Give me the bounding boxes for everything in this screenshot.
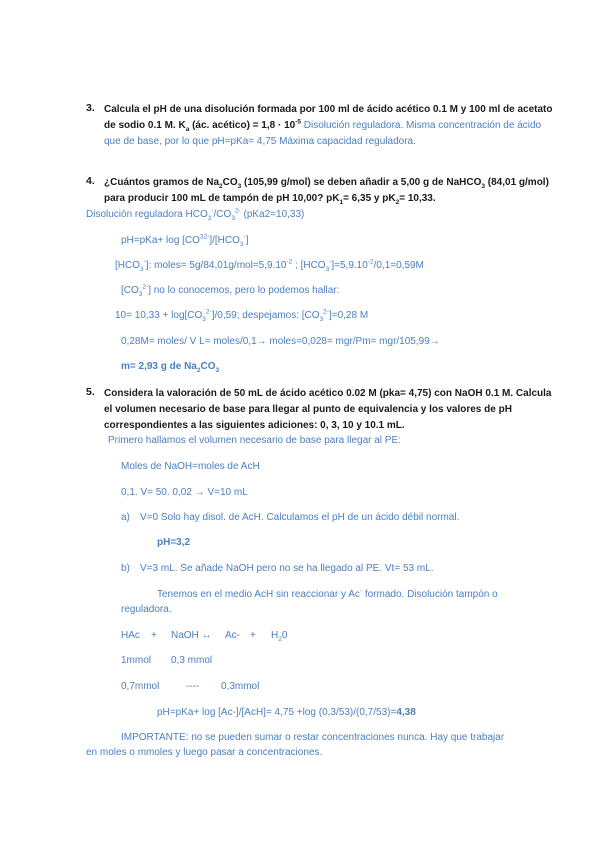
question-4-number: 4. [86, 175, 95, 187]
q5-intro: Primero hallamos el volumen necesario de base para llegar al PE: [108, 435, 401, 446]
reaction-initial-hac: 1mmol [121, 655, 152, 666]
question-3-line-1: Calcula el pH de una disolución formada por 100 ml de ácido acético 0.1 M y 100 ml de acetato [104, 104, 553, 115]
question-5-number: 5. [86, 386, 95, 398]
reaction-initial-naoh: 0,3 mmol [171, 655, 213, 666]
reaction-plus-1: + [151, 630, 157, 641]
q5-a-answer: pH=3,2 [157, 537, 191, 548]
question-3-line-2: de sodio 0.1 M. $K_a$ (ác. acético) = $1,8 \cdot 10^{-5}$ Disolución reguladora. Misma concentración de ácido [104, 118, 542, 133]
question-5-line-2: el volumen necesario de base para llegar al punto de equivalencia y los valores de pH [104, 404, 512, 415]
reaction-h2o: $H_20$ [271, 630, 288, 643]
important-note-line-1: IMPORTANTE: no se pueden sumar o restar concentraciones nunca. Hay que trabajar [121, 732, 505, 743]
q4-buffer-statement: Disolución reguladora $HCO_3^-/CO_3^{2-}$ (pKa2=10,33) [86, 207, 305, 222]
reaction-hac: HAc [121, 630, 140, 641]
q5-moles: Moles de NaOH=moles de AcH [121, 461, 260, 472]
reaction-final-ac: 0,3mmol [221, 681, 260, 692]
question-3-answer-line: que de base, por lo que pH=pKa= 4,75 Máxima capacidad reguladora. [104, 136, 416, 147]
question-3-number: 3. [86, 102, 95, 114]
q4-equation-2: $[HCO_3^-]$: moles= $5g/84,01g/mol=5,9.10^{-2}$ ; $[HCO_3^-]=5,9.10^{-2}/0,1=0,59M$ [115, 258, 424, 273]
question-5-line-3: correspondientes a las siguientes adiciones: 0, 3, 10 y 10.1 mL. [104, 420, 405, 431]
q5-b-ph-answer: 4,38 [396, 707, 416, 718]
q4-equation-1: $pH=pKa+ \log [CO^{32-}]/[HCO_3^-]$ [121, 233, 249, 248]
q5-b-paragraph-line-2: reguladora. [121, 604, 172, 615]
q5-a-label: a) [121, 512, 130, 523]
reaction-final-hac: 0,7mmol [121, 681, 160, 692]
q4-answer: m= 2,93 g de $Na_2CO_3$ [121, 361, 220, 374]
q5-b-text: V=3 mL. Se añade NaOH pero no se ha llegado al PE. Vt= 53 mL. [140, 563, 434, 574]
q5-b-paragraph-line-1: Tenemos en el medio AcH sin reaccionar y Ac- formado. Disolución tampón o [157, 587, 498, 600]
q4-equation-5: 0,28M= moles/ V L= moles/0,1→ moles=0,028= mgr/Pm= mgr/105,99→ [121, 336, 440, 347]
q5-volume: 0,1. V= 50. 0,02 → V=10 mL [121, 487, 248, 498]
question-4-line-1: ¿Cuántos gramos de $Na_2CO_3$ (105,99 g/mol) se deben añadir a 5,00 g de NaHCO$_3$ (84,01 g/mol) [104, 177, 549, 190]
q4-equation-3: $[CO_3^{2-}]$ no lo conocemos, pero lo podemos hallar: [121, 283, 340, 298]
important-note-line-2: en moles o mmoles y luego pasar a concentraciones. [86, 747, 323, 758]
reaction-final-naoh: ---- [186, 681, 200, 692]
q5-b-ph-calculation: pH=pKa+ log [Ac-]/[AcH]= 4,75 +log (0,3/53)/(0,7/53)=4,38 [157, 707, 416, 718]
q5-a-text: V=0 Solo hay disol. de AcH. Calculamos el pH de un ácido débil normal. [140, 512, 460, 523]
q3-answer-start: Disolución reguladora. Misma concentración de ácido [300, 120, 542, 131]
question-5-line-1: Considera la valoración de 50 mL de ácido acético 0.02 M (pka= 4,75) con NaOH 0.1 M. Calcula [104, 388, 552, 399]
q4-equation-4: $10= 10,33 + \log[CO_3^{2-}]/0,59$; despejamos: $[CO_3^{2-}]=0,28$ M [115, 308, 369, 323]
reaction-naoh: NaOH ↔ [171, 630, 212, 641]
reaction-plus-2: + [250, 630, 256, 641]
q5-b-label: b) [121, 563, 130, 574]
reaction-ac: Ac- [225, 630, 240, 641]
question-4-line-2: para producir 100 mL de tampón de pH 10,00? $pK_1= 6,35$ y $pK_2= 10,33$. [104, 193, 436, 206]
